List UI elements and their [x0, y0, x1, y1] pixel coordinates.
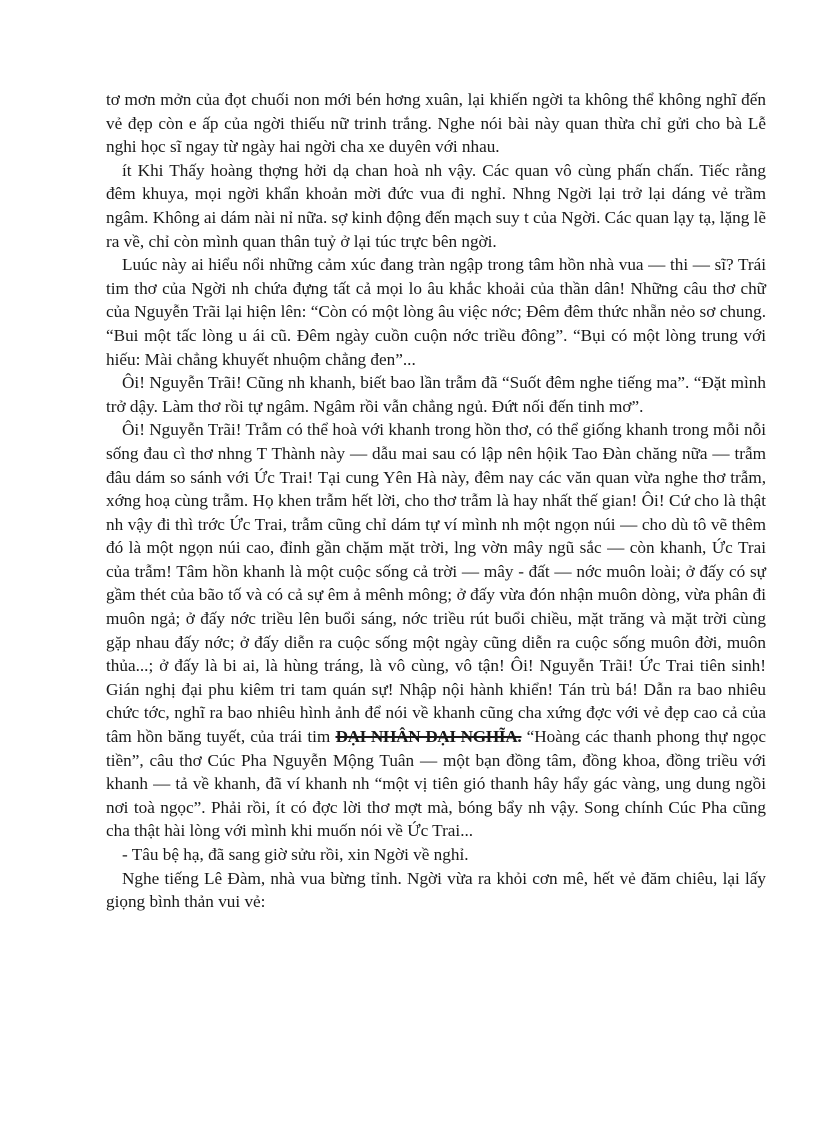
- paragraph: Nghe tiếng Lê Đàm, nhà vua bừng tỉnh. Ngời vừa ra khỏi cơn mê, hết vẻ đăm chiêu, lại lấy giọng bình thản vui vẻ:: [106, 868, 766, 912]
- paragraph: Ôi! Nguyễn Trãi! Cũng nh khanh, biết bao lần trẫm đã “Suốt đêm nghe tiếng ma”. “Đặt mình trở dậy. Làm thơ rồi tự ngâm. Ngâm rồi vẫn chẳng ngủ. Đứt nối đến tinh mơ”.: [106, 373, 766, 416]
- paragraph: tơ mơn mởn của đọt chuối non mới bén hơng xuân, lại khiến ngời ta không thể không nghĩ đến vẻ đẹp còn e ấp của ngời thiếu nữ trinh trắng. Nghe nói bài này quan thừa chỉ gửi cho bà Lễ nghi học sĩ ngay từ ngày hai ngời cha xe duyên với nhau.: [106, 90, 766, 157]
- body-text: [106, 88, 766, 914]
- struck-heading: ĐẠI NHÂN ĐẠI NGHĨA.: [335, 727, 522, 747]
- paragraph: - Tâu bệ hạ, đã sang giờ sửu rồi, xin Ngời về nghỉ.: [122, 845, 469, 864]
- paragraph-with-struck-heading: [106, 418, 766, 843]
- paragraph-part: “Hoàng các thanh phong thự ngọc tiền”, câu thơ Cúc Pha Nguyễn Mộng Tuân — một bạn đồng tâm, đồng khoa, đồng triều với khanh — tả về khanh, đã ví khanh nh “một vị tiên gió thanh hây hẩy gác vàng, ung dung ngồi nơi toà ngọc”. Phải rồi, ít có đợc lời thơ mợt mà, bóng bẩy nh vậy. Song chính Cúc Pha cũng cha thật hài lòng với mình khi muốn nói về Ức Trai...: [106, 727, 767, 841]
- paragraph: ít Khi Thấy hoàng thợng hởi dạ chan hoà nh vậy. Các quan vô cùng phấn chấn. Tiếc rằng đêm khuya, mọi ngời khẩn khoản mời đức vua đi nghỉ. Nhng Ngời lại trở lại dáng vẻ trầm ngâm. Không ai dám nài nỉ nữa. sợ kinh động đến mạch suy t của Ngời. Các quan lạy tạ, lặng lẽ ra về, chỉ còn mình quan thân tuỷ ở lại túc trực bên ngời.: [106, 160, 766, 251]
- paragraph: Luúc này ai hiểu nổi những cảm xúc đang tràn ngập trong tâm hồn nhà vua — thi — sĩ? Trái tim thơ của Ngời nh chứa đựng tất cả mọi lo âu khắc khoải của thần dân! Những câu thơ chữ của Nguyễn Trãi lại hiện lên: “Còn có một lòng âu việc nớc; Đêm đêm thức nhẵn nẻo sơ chung. “Bui một tấc lòng u ái cũ. Đêm ngày cuồn cuộn nớc triều đông”. “Bụi có một lòng trung với hiếu: Mài chẳng khuyết nhuộm chẳng đen”...: [106, 255, 766, 369]
- paragraph-part: Ôi! Nguyễn Trãi! Trẫm có thể hoà với khanh trong hồn thơ, có thể giống khanh trong mỗi nỗi sống đau cì thơ nhng T Thành này — dẫu mai sau có lập nên hộik Tao Đàn chăng nữa — trẫm đâu dám so sánh với Ức Trai! Tại cung Yên Hà này, đêm nay các văn quan vừa nghe thơ trẫm, xớng hoạ cùng trẫm. Họ khen trẫm hết lời, cho thơ trẫm là hay nhất thế gian! Ôi! Cứ cho là thật nh vậy đi thì trớc Ức Trai, trẫm cũng chỉ dám tự ví mình nh một ngọn núi — cho dù tô vẽ thêm đó là một ngọn núi cao, đỉnh gần chặm mặt trời, lng vờn mây ngũ sắc — còn khanh, Ức Trai của trẫm! Tâm hồn khanh là một cuộc sống cả trời — mây - đất — nớc muôn loài; ở đấy có sự gầm thét của bão tố và có cả sự êm ả mênh mông; ở đấy vừa đón nhận muôn dòng, vừa phân đi muôn ngả; ở đấy nớc triều lên buổi sáng, nớc triều rút buổi chiều, mặt trăng và mặt trời cùng gặp nhau đấy nớc; ở đấy diễn ra cuộc sống một ngày cũng diễn ra cuộc sống muôn đời, muôn thủa...; ở đấy là bi ai, là hùng tráng, là vô cùng, vô tận! Ôi! Nguyễn Trãi! Ức Trai tiên sinh! Gián nghị đại phu kiêm tri tam quán sự! Nhập nội hành khiển! Tán trù bá! Dẫn ra bao nhiêu chức tớc, nghĩ ra bao nhiêu hình ảnh để nói về khanh cũng cha xứng đợc với vẻ đẹp cao cả của tâm hồn băng tuyết, của trái tim: [106, 420, 766, 747]
